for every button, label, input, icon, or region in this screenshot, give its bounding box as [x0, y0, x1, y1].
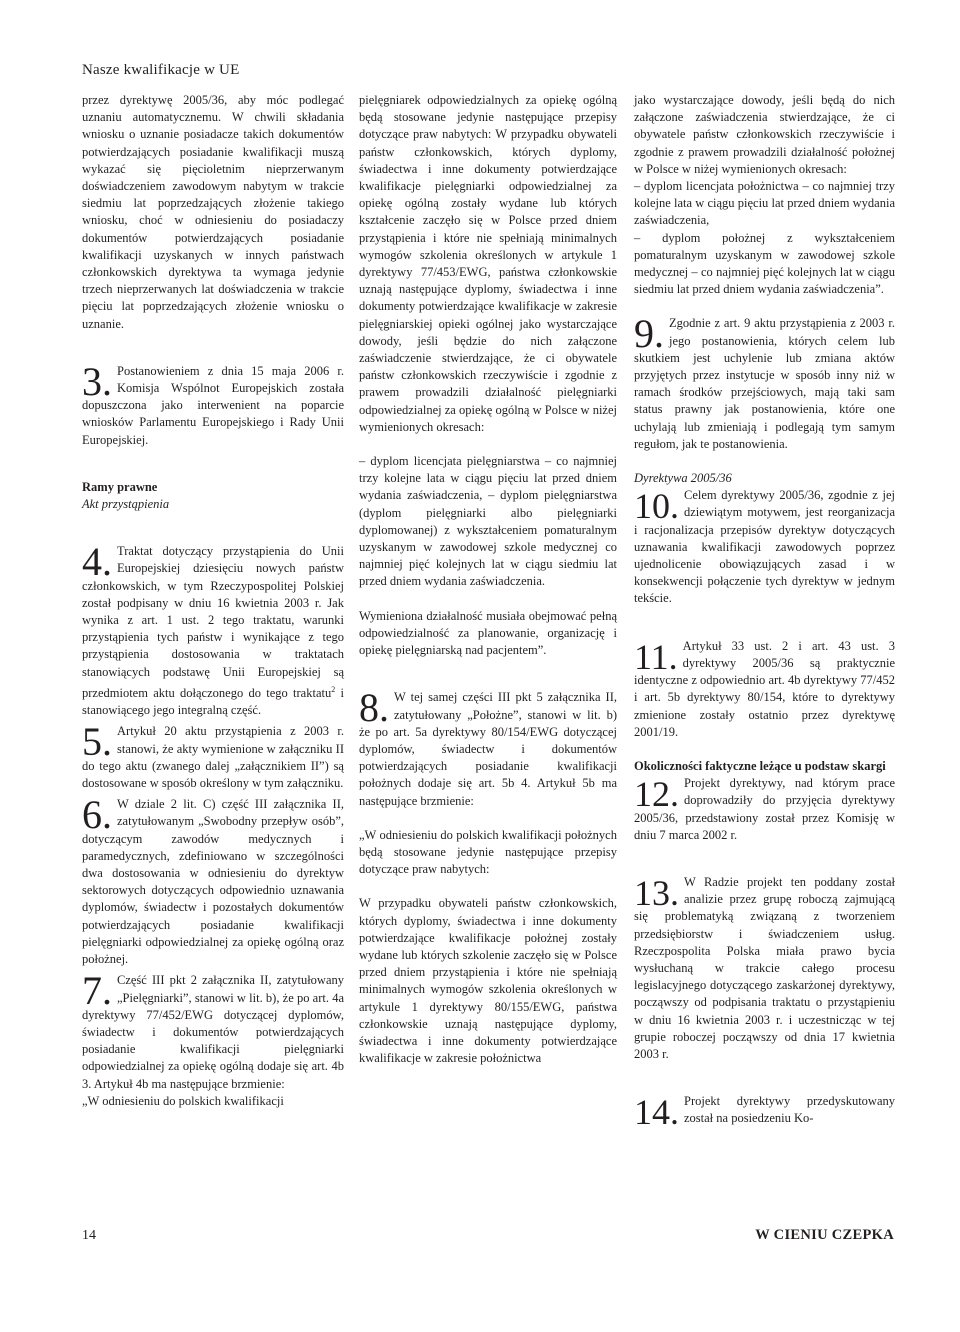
footnote-ref: 2 [331, 684, 336, 694]
paragraph-intro: przez dyrektywę 2005/36, aby móc podlegać uznaniu automatycznemu. W chwili składania wniosku o uznanie posiadacze takich dokumentów potwierdzających posiadanie kwalifikacji muszą wykazać się pięcioletnim nieprzerwanym doświadczeniem zawodowym nabytym w trakcie siedmiu lat poprzedzających złożenie takiego wniosku, choć w odniesieniu do posiadaczy dokumentów potwierdzających posiadanie kwalifikacji uzyskanych w innych państwach członkowskich dyrektywa ta wymaga jedynie trzech nieprzerwanych lat doświadczenia w trakcie pięciu lat poprzedzających złożenie wniosku o uznanie. [82, 93, 344, 331]
paragraph-text: Część III pkt 2 załącznika II, zatytułowany „Pielęgniarki”, stanowi w lit. b), że po art. 4a dyrektywy 77/452/EWG dotyczącej dyplomów, świadectw i dokumentów potwierdzających posiadanie kwalifikacji pielęgniarki odpowiedzialnej za opiekę ogólną dodaje się art. 4b 3. Artykuł 4b ma następujące brzmienie: [82, 973, 344, 1091]
paragraph-number: 8. [359, 685, 389, 731]
section-title: Ramy prawne [82, 479, 158, 494]
section-subtitle: Akt przystąpienia [82, 497, 170, 512]
paragraph-number: 13. [634, 872, 679, 913]
paragraph-number: 9. [634, 311, 664, 357]
paragraph-text: Projekt dyrektywy, nad którym prace doprowadziły do przyjęcia dyrektywy 2005/36, przedstawiony został przez Komisję w dniu 7 marca 2002 r. [634, 776, 895, 842]
paragraph-14 [634, 1092, 895, 1133]
paragraph-text: Wymieniona działalność musiała obejmować pełną odpowiedzialność za planowanie, organizację i opiekę pielęgniarską nad pacjentem”. [359, 608, 617, 658]
paragraph-7 [82, 968, 344, 1092]
paragraph-text: „W odniesieniu do polskich kwalifikacji położnych będą stosowane jedynie następujące przepisy dotyczące praw nabytych: [359, 827, 617, 877]
paragraph-text: Zgodnie z art. 9 aktu przystąpienia z 2003 r. jego postanowienia, których celem lub skutkiem jest uchylenie lub zmiana aktów przyjętych przez instytucje w sposób inny niż w ramach środków przejściowych, mają taki sam status prawny jak postanowienia, które one uchylają lub zmieniają i podlegają tym samym regułom, jak te postanowienia. [634, 316, 895, 451]
running-header: Nasze kwalifikacje w UE [82, 62, 240, 78]
paragraph-text: i stanowiącego jego integralną część. [82, 686, 344, 718]
paragraph-text: Artykuł 33 ust. 2 i art. 43 ust. 3 dyrektywy 2005/36 są praktycznie identyczne z odpowiednio art. 4b dyrektywy 77/452 i art. 5b dyrektywy 80/154, które to dyrektywy zmienione zostały ostatnio przez dyrektywę 2001/19. [634, 638, 895, 739]
paragraph-text: W dziale 2 lit. C) część III załącznika II, zatytułowanym „Swobodny przepływ osób”, dotyczącym zawodów medycznych i paramedycznych, zdefiniowano w szczególności dwa dostosowania w odniesieniu do dyrektyw sektorowych dotyczących odpowiednio uznawania dyplomów, świadectw i pozostałych dokumentów potwierdzających posiadanie kwalifikacji pielęgniarki odpowiedzialnej za opiekę ogólną oraz położnej. [82, 797, 344, 967]
paragraph-text: – dyplom licencjata pielęgniarstwa – co najmniej trzy kolejne lata w ciągu pięciu lat przed dniem wydania zaświadczenia, – dyplom pielęgniarstwa (dyplom pielęgniarki albo pielęgniarki dyplomowanej) z wykształceniem pomaturalnym uzyskanym w zawodowej szkole medycznej co najmniej pięć kolejnych lat w ciągu siedmiu lat przed dniem wydania zaświadczenia. [359, 454, 617, 589]
paragraph-text: Projekt dyrektywy przedyskutowany został na posiedzeniu Ko- [684, 1094, 895, 1126]
journal-title: W CIENIU CZEPKA [755, 1227, 894, 1243]
paragraph-text: jako wystarczające dowody, jeśli będą do nich załączone zaświadczenia stwierdzające, że ci obywatele państw członkowskich rzeczywiście i zgodnie z prawem prowadzili działalność położnej w Polsce w niżej wymienionych okresach: [634, 93, 895, 176]
paragraph-text: – dyplom licencjata położnictwa – co najmniej trzy kolejne lata w ciągu pięciu lat przed dniem wydania zaświadczenia, [634, 179, 895, 228]
paragraph-11 [634, 638, 895, 741]
paragraph-number: 11. [634, 636, 678, 677]
paragraph-text: Postanowieniem z dnia 15 maja 2006 r. Komisja Wspólnot Europejskich została dopuszczona jako interwenient na poparcie wniosków Parlamentu Europejskiego i Rady Unii Europejskiej. [82, 363, 344, 447]
column-2 [359, 92, 617, 1067]
paragraph-number: 3. [82, 358, 112, 404]
column-3 [634, 92, 895, 1133]
paragraph-number: 5. [82, 719, 112, 765]
paragraph-10 [634, 487, 895, 607]
paragraph-9 [634, 311, 895, 453]
paragraph-text: Artykuł 20 aktu przystąpienia z 2003 r. stanowi, że akty wymienione w załączniku II do tego aktu (zwanego dalej „załącznikiem II”) są dostosowane w sposób określony w tym załączniku. [82, 724, 344, 791]
paragraph-text: W Radzie projekt ten poddany został analizie przez grupę roboczą zajmującą się problematyką związaną z tworzeniem przedsiębiorstw i świadczeniem usług. Rzeczpospolita Polska miała prawo bycia wysłuchaną w trakcie całego procesu legislacyjnego dotyczącego zaskarżonej dyrektywy, począwszy od podpisania traktatu o przystąpieniu w dniu 16 kwietnia 2003 r. i uczestnicząc w tej grupie roboczej począwszy od dnia 17 kwietnia 2003 r. [634, 874, 895, 1061]
paragraph-number: 6. [82, 792, 112, 838]
paragraph-text: Traktat dotyczący przystąpienia do Unii Europejskiej dziesięciu nowych państw członkowskich, w tym Rzeczypospolitej Polskiej został podpisany w dniu 16 kwietnia 2003 r. Jak wynika z art. 1 ust. 2 tego traktatu, warunki przystąpienia tych państw i wynikające z tego przystąpienia dostosowania w traktatach stanowiących podstawę Unii Europejskiej są przedmiotem aktu dołączonego do tego traktatu [82, 544, 344, 701]
paragraph-12 [634, 775, 895, 844]
paragraph-5 [82, 719, 344, 792]
paragraph-13 [634, 874, 895, 1063]
paragraph-text: W przypadku obywateli państw członkowskich, których dyplomy, świadectwa i inne dokumenty potwierdzające kwalifikacje położnej zostały wydane lub których szkolenie zaczęło się w Polsce przed dniem przystąpienia i które nie spełniają minimalnych wymogów szkolenia określonych w artykule 1 dyrektywy 80/155/EWG, państwa członkowskie uznają następujące dyplomy, świadectwa i inne dokumenty potwierdzające kwalifikacje w zakresie położnictwa [359, 896, 617, 1066]
paragraph-text: – dyplom położnej z wykształceniem pomaturalnym uzyskanym w zawodowej szkole medycznej – co najmniej pięć kolejnych lat w ciągu siedmiu lat przed dniem wydania zaświadczenia”. [634, 230, 895, 297]
quote-start: „W odniesieniu do polskich kwalifikacji [82, 1093, 284, 1108]
paragraph-6 [82, 792, 344, 968]
paragraph-number: 7. [82, 968, 112, 1014]
paragraph-4 [82, 539, 344, 719]
paragraph-number: 12. [634, 774, 679, 815]
column-1 [82, 92, 344, 1110]
paragraph-text: Celem dyrektywy 2005/36, zgodnie z jej dziewiątym motywem, jest reorganizacja i racjonalizacja przepisów dyrektyw dotyczących uznawania kwalifikacji zawodowych poprzez ujednolicenie obowiązujących zasad i w konsekwencji połączenie tych dyrektyw w jednym tekście. [634, 488, 895, 606]
paragraph-number: 10. [634, 486, 679, 527]
section-subtitle: Dyrektywa 2005/36 [634, 471, 732, 486]
paragraph-text: pielęgniarek odpowiedzialnych za opiekę ogólną będą stosowane jedynie następujące przepisy dotyczące praw nabytych: W przypadku obywateli państw członkowskich, których dyplomy, świadectwa i inne dokumenty potwierdzające kwalifikacje pielęgniarki odpowiedzialnej za opiekę ogólną zostały wydane lub których kształcenie zaczęło się w Polsce przed dniem przystąpienia i które nie spełniają minimalnych wymogów szkolenia określonych w artykule 1 dyrektywy 77/453/EWG, państwa członkowskie uznają następujące dyplomy, świadectwa i inne dokumenty potwierdzające kwalifikacje w zakresie pielęgniarskiej opieki ogólnej jako wystarczające dowody, jeśli będzie do nich załączone zaświadczenie stwierdzające, że ci obywatele państw członkowskich rzeczywiście i zgodnie z prawem prowadzili działalność pielęgniarki odpowiedzialnej za opiekę ogólną w Polsce w niżej wymienionych okresach: [359, 93, 617, 434]
paragraph-8 [359, 685, 617, 809]
section-title: Okoliczności faktyczne leżące u podstaw skargi [634, 758, 886, 773]
paragraph-number: 14. [634, 1092, 679, 1133]
paragraph-number: 4. [82, 539, 112, 585]
page-number: 14 [82, 1228, 96, 1243]
paragraph-3 [82, 358, 344, 449]
paragraph-text: W tej samej części III pkt 5 załącznika II, zatytułowany „Położne”, stanowi w lit. b) że po art. 5a dyrektywy 80/154/EWG dotyczącej dyplomów, świadectw i dokumentów potwierdzających posiadanie kwalifikacji położnych dodaje się art. 5b 4. Artykuł 5b ma następujące brzmienie: [359, 690, 617, 808]
